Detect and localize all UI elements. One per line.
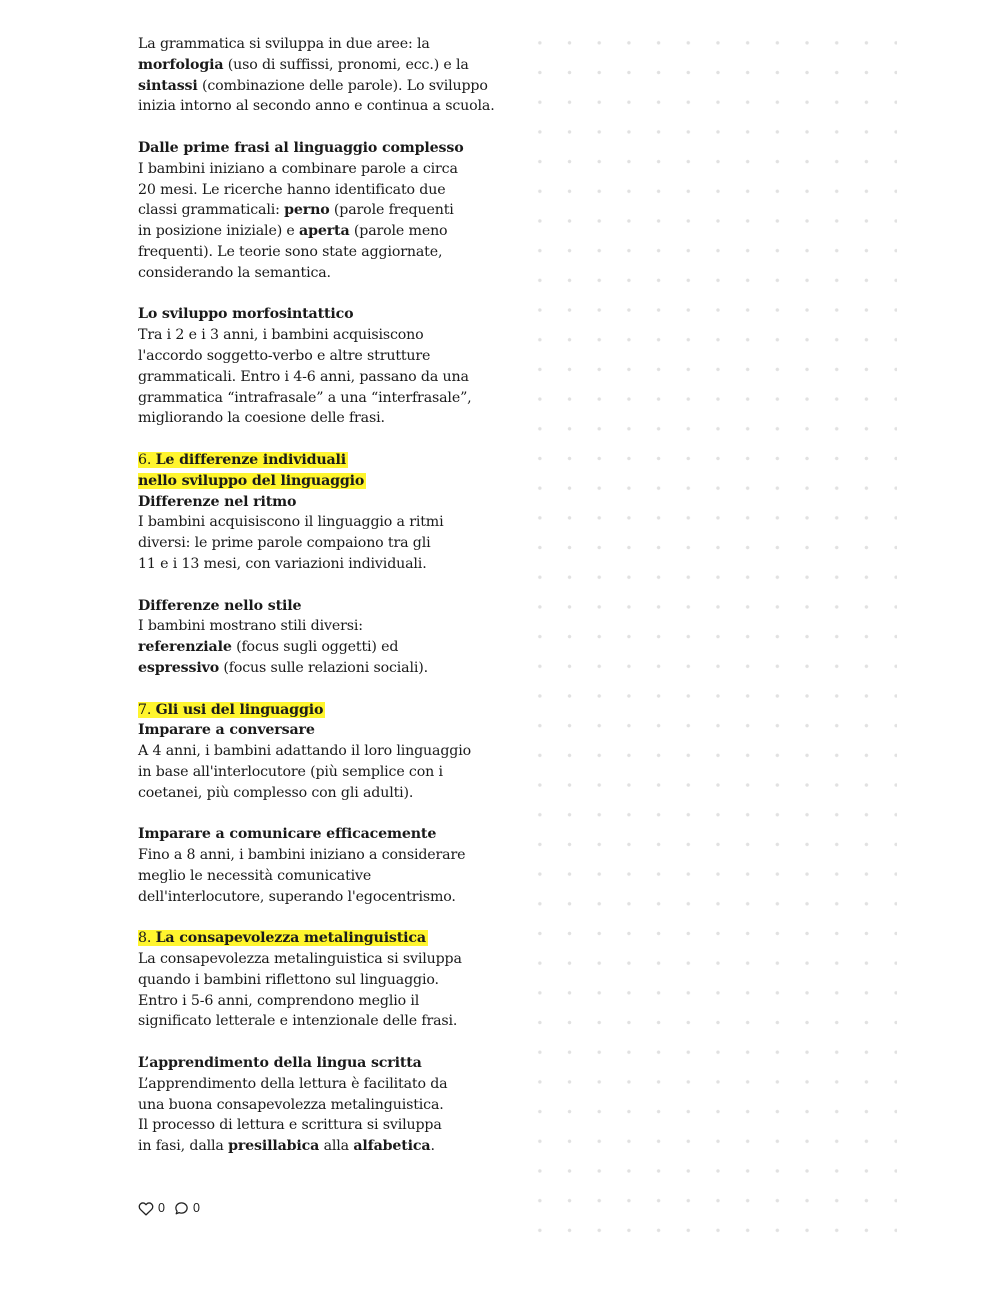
body-line: diversi: le prime parole compaiono tra gli [138, 535, 431, 552]
body-line: dell'interlocutore, superando l'egocentrismo. [138, 888, 456, 905]
body-line: 11 e i 13 mesi, con variazioni individuali. [138, 555, 427, 572]
body-line: Fino a 8 anni, i bambini iniziano a considerare [138, 847, 466, 864]
body-line: I bambini iniziano a combinare parole a circa [138, 160, 458, 177]
term-perno: perno [284, 202, 330, 219]
body-line: I bambini acquisiscono il linguaggio a ritmi [138, 514, 444, 531]
term-aperta: aperta [299, 223, 350, 240]
dot-grid-background [525, 28, 897, 1234]
body-line: migliorando la coesione delle frasi. [138, 410, 385, 427]
body-line: una buona consapevolezza metalinguistica. [138, 1096, 444, 1113]
body-line: L’apprendimento della lettura è facilitato da [138, 1075, 448, 1092]
heart-icon [138, 1201, 154, 1216]
subheading: Differenze nel ritmo [138, 493, 297, 510]
body-line: meglio le necessità comunicative [138, 867, 372, 884]
subheading: Differenze nello stile [138, 597, 302, 614]
body-line: A 4 anni, i bambini adattando il loro linguaggio [138, 743, 471, 760]
body-line: 20 mesi. Le ricerche hanno identificato due [138, 181, 446, 198]
intro-line: inizia intorno al secondo anno e continua a scuola. [138, 98, 495, 115]
body-line: referenziale (focus sugli oggetti) ed [138, 639, 399, 656]
body-line: in posizione iniziale) e aperta (parole meno [138, 223, 448, 240]
body-line: considerando la semantica. [138, 264, 331, 281]
term-morfologia: morfologia [138, 56, 224, 73]
body-line: espressivo (focus sulle relazioni sociali). [138, 659, 428, 676]
body-line: classi grammaticali: perno (parole frequenti [138, 202, 454, 219]
body-line: Tra i 2 e i 3 anni, i bambini acquisiscono [138, 327, 424, 344]
body-line: I bambini mostrano stili diversi: [138, 618, 363, 635]
like-count: 0 [158, 1201, 165, 1215]
term-presillabica: presillabica [228, 1138, 320, 1155]
engagement-bar [138, 1199, 209, 1217]
comment-count: 0 [192, 1201, 200, 1215]
section-heading-6: 6. Le differenze individuali [138, 451, 347, 468]
body-line: Entro i 5-6 anni, comprendono meglio il [138, 992, 420, 1009]
term-sintassi: sintassi [138, 77, 198, 94]
section-heading-6-cont: nello sviluppo del linguaggio [138, 472, 365, 489]
body-line: grammatica “intrafrasale” a una “interfrasale”, [138, 389, 472, 406]
intro-line: morfologia (uso di suffissi, pronomi, ecc.) e la [138, 56, 469, 73]
body-line: in fasi, dalla presillabica alla alfabetica. [138, 1138, 435, 1155]
body-line: significato letterale e intenzionale delle frasi. [138, 1013, 458, 1030]
note-content [138, 34, 498, 1157]
intro-line: sintassi (combinazione delle parole). Lo sviluppo [138, 77, 488, 94]
term-espressivo: espressivo [138, 659, 220, 676]
body-line: coetanei, più complesso con gli adulti). [138, 784, 414, 801]
intro-line: La grammatica si sviluppa in due aree: la [138, 36, 430, 52]
subheading: Dalle prime frasi al linguaggio complesso [138, 139, 464, 156]
section-heading-7: 7. Gli usi del linguaggio [138, 701, 324, 718]
body-line: in base all'interlocutore (più semplice con i [138, 763, 443, 780]
body-line: frequenti). Le teorie sono state aggiornate, [138, 243, 443, 260]
body-line: Il processo di lettura e scrittura si sviluppa [138, 1117, 442, 1134]
body-line: quando i bambini riflettono sul linguaggio. [138, 971, 439, 988]
body-line: l'accordo soggetto-verbo e altre strutture [138, 347, 431, 364]
term-referenziale: referenziale [138, 639, 232, 656]
comment-button[interactable] [174, 1201, 209, 1216]
subheading: L’apprendimento della lingua scritta [138, 1055, 422, 1072]
term-alfabetica: alfabetica [353, 1138, 431, 1155]
subheading: Imparare a comunicare efficacemente [138, 826, 437, 843]
speech-bubble-icon [174, 1201, 189, 1216]
body-line: grammaticali. Entro i 4-6 anni, passano da una [138, 368, 469, 385]
subheading: Lo sviluppo morfosintattico [138, 306, 354, 323]
subheading: Imparare a conversare [138, 722, 315, 739]
section-heading-8: 8. La consapevolezza metalinguistica [138, 930, 426, 947]
body-line: La consapevolezza metalinguistica si sviluppa [138, 951, 462, 968]
like-button[interactable] [138, 1201, 174, 1216]
